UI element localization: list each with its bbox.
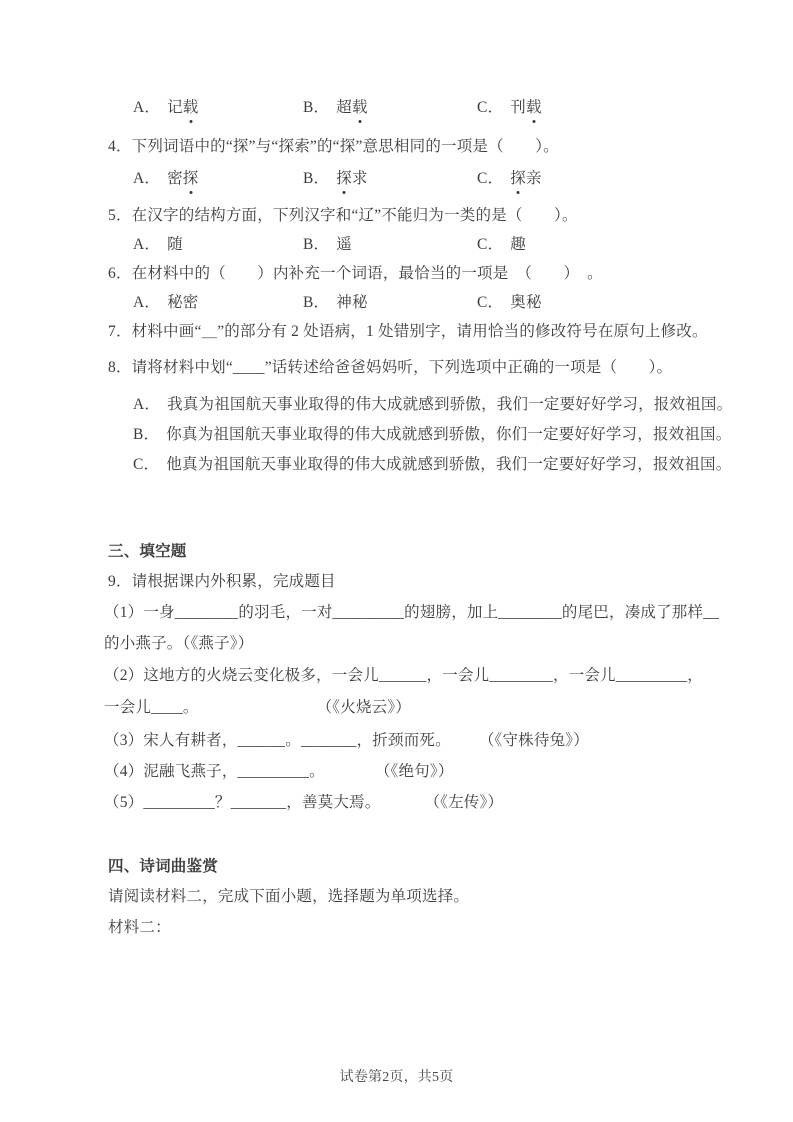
q7-stem: 7．材料中画“＿”的部分有 2 处语病，1 处错别字，请用恰当的修改符号在原句上修改。 [108,323,708,340]
q4-option-c: C． 探亲 [477,167,542,190]
q5-options-row [133,233,526,256]
q9-blank-line-5: （5）_________？_______，善莫大焉。 （《左传》） [104,791,503,814]
q9-blank-line-1-cont: 的小燕子。（《燕子》） [104,635,254,652]
q5-stem: 5．在汉字的结构方面，下列汉字和“辽”不能归为一类的是（ ）。 [108,207,578,224]
section4-heading: 四、诗词曲鉴赏 [108,858,218,875]
section3-heading: 三、填空题 [108,543,187,560]
q8-option-b: B． 你真为祖国航天事业取得的伟大成就感到骄傲，你们一定要好好学习，报效祖国。 [133,426,732,443]
q9-intro: 9．请根据课内外积累，完成题目 [108,573,336,590]
q4-option-b: B． 探求 [303,167,477,190]
q3-option-c: C． 刊载 [477,96,542,119]
q3-options-row [133,96,542,119]
q9-blank-line-2-cont: 一会儿____。 （《火烧云》） [104,696,411,719]
material2-label: 材料二： [108,919,171,936]
source-zuozhuan: （《左传》） [424,794,504,811]
q9-blank-line-1: （1）一身________的羽毛，一对_________的翅膀，加上________的尾巴，凑成了那样__ [104,604,720,621]
q3-option-a: A． 记载 [133,96,303,119]
q8-option-a: A． 我真为祖国航天事业取得的伟大成就感到骄傲，我们一定要好好学习，报效祖国。 [133,396,733,413]
q6-option-a: A． 秘密 [133,294,199,311]
section4-intro: 请阅读材料二，完成下面小题，选择题为单项选择。 [108,888,470,905]
source-jueju: （《绝句》） [374,763,454,780]
q4-stem: 4．下列词语中的“探”与“探索”的“探”意思相同的一项是（ ）。 [108,138,559,155]
q4-option-a: A． 密探 [133,167,303,190]
page-footer: 试卷第2页，共5页 [339,1070,454,1085]
q3-option-b: B． 超载 [303,96,477,119]
q9-blank-line-2: （2）这地方的火烧云变化极多，一会儿______，一会儿________，一会儿_________， [104,667,704,684]
q6-options-row [133,291,542,314]
source-huoshaoyun: （《火烧云》） [316,699,412,716]
source-shouzhudaitu: （《守株待兔》） [478,732,589,749]
q9-blank-line-3: （3）宋人有耕者，______。_______，折颈而死。 （《守株待兔》） [104,729,589,752]
q6-stem: 6．在材料中的（ ）内补充一个词语，最恰当的一项是 （ ） 。 [108,265,603,282]
q4-options-row [133,167,542,190]
q8-stem: 8．请将材料中划“____”话转述给爸爸妈妈听，下列选项中正确的一项是（ ）。 [108,359,673,376]
q5-option-b: B． 遥 [303,236,352,253]
q6-option-b: B． 神秘 [303,294,368,311]
q9-blank-line-4: （4）泥融飞燕子，_________。 （《绝句》） [104,760,454,783]
q8-option-c: C． 他真为祖国航天事业取得的伟大成就感到骄傲，我们一定要好好学习，报效祖国。 [133,456,732,473]
q5-option-a: A． 随 [133,236,183,253]
q6-option-c: C． 奥秘 [477,294,542,311]
q5-option-c: C． 趣 [477,236,526,253]
